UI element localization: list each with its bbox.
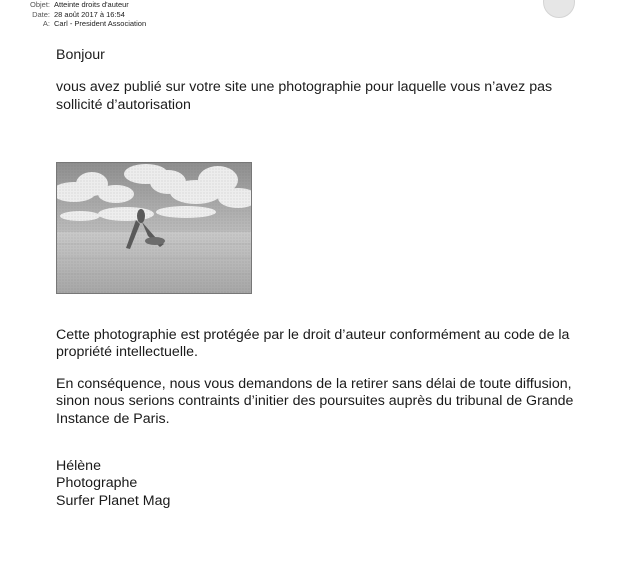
signature-name: Hélène xyxy=(56,458,101,474)
recipient-row xyxy=(0,19,146,29)
subject-value: Atteinte droits d'auteur xyxy=(54,0,129,9)
signature-block xyxy=(56,458,170,510)
recipient-value: Carl - President Association xyxy=(54,19,147,28)
recipient-label: A: xyxy=(42,19,50,28)
paragraph-removal-request: En conséquence, nous vous demandons de la retirer sans délai de toute diffusion, sinon nous serions contraints d’initier des poursuites auprès du tribunal de Grande Instance de Paris. xyxy=(56,376,574,427)
date-label: Date: xyxy=(32,9,50,19)
corner-stamp-icon xyxy=(543,0,575,18)
signature-title: Photographe xyxy=(56,475,138,492)
subject-label: Objet: xyxy=(29,0,50,9)
paragraph-publication: vous avez publié sur votre site une photographie pour laquelle vous n’avez pas sollicité d’autorisation xyxy=(56,79,553,113)
signature-company: Surfer Planet Mag xyxy=(56,492,171,509)
date-value: 28 août 2017 à 16:54 xyxy=(54,9,125,19)
disputed-photograph xyxy=(56,162,252,294)
letter-body xyxy=(56,47,596,114)
greeting: Bonjour xyxy=(56,47,105,63)
subject-row xyxy=(0,0,146,10)
email-header xyxy=(0,0,146,29)
paragraph-copyright: Cette photographie est protégée par le droit d’auteur conformément au code de la propriété intellectuelle. xyxy=(56,327,570,361)
date-row xyxy=(0,10,146,20)
